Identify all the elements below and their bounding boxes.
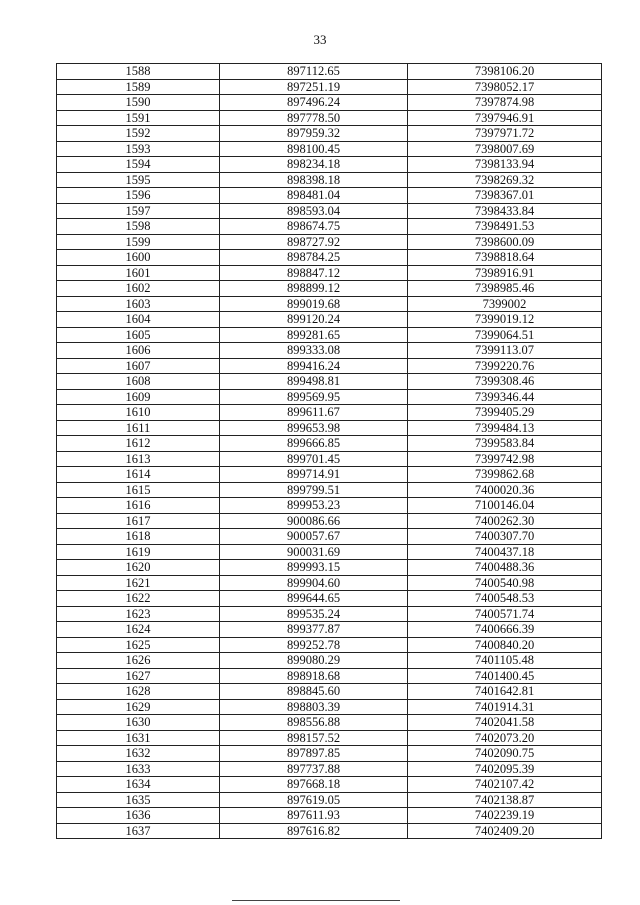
y-coordinate-cell: 7399484.13 <box>408 420 602 436</box>
x-coordinate-cell: 898556.88 <box>220 715 408 731</box>
x-coordinate-cell: 897778.50 <box>220 110 408 126</box>
y-coordinate-cell: 7397971.72 <box>408 126 602 142</box>
x-coordinate-cell: 897959.32 <box>220 126 408 142</box>
x-coordinate-cell: 899535.24 <box>220 606 408 622</box>
table-row <box>57 715 602 731</box>
point-number-cell: 1635 <box>57 792 220 808</box>
y-coordinate-cell: 7399742.98 <box>408 451 602 467</box>
x-coordinate-cell: 898918.68 <box>220 668 408 684</box>
y-coordinate-cell: 7401642.81 <box>408 684 602 700</box>
x-coordinate-cell: 899569.95 <box>220 389 408 405</box>
table-row <box>57 296 602 312</box>
table-row <box>57 420 602 436</box>
point-number-cell: 1617 <box>57 513 220 529</box>
table-row <box>57 746 602 762</box>
y-coordinate-cell: 7398433.84 <box>408 203 602 219</box>
point-number-cell: 1627 <box>57 668 220 684</box>
point-number-cell: 1625 <box>57 637 220 653</box>
point-number-cell: 1588 <box>57 64 220 80</box>
point-number-cell: 1631 <box>57 730 220 746</box>
table-row <box>57 529 602 545</box>
table-row <box>57 637 602 653</box>
y-coordinate-cell: 7401400.45 <box>408 668 602 684</box>
table-row <box>57 405 602 421</box>
x-coordinate-cell: 899904.60 <box>220 575 408 591</box>
y-coordinate-cell: 7399113.07 <box>408 343 602 359</box>
y-coordinate-cell: 7402090.75 <box>408 746 602 762</box>
point-number-cell: 1590 <box>57 95 220 111</box>
x-coordinate-cell: 898157.52 <box>220 730 408 746</box>
y-coordinate-cell: 7400840.20 <box>408 637 602 653</box>
x-coordinate-cell: 898727.92 <box>220 234 408 250</box>
point-number-cell: 1621 <box>57 575 220 591</box>
x-coordinate-cell: 897897.85 <box>220 746 408 762</box>
y-coordinate-cell: 7402041.58 <box>408 715 602 731</box>
y-coordinate-cell: 7399019.12 <box>408 312 602 328</box>
y-coordinate-cell: 7400437.18 <box>408 544 602 560</box>
point-number-cell: 1606 <box>57 343 220 359</box>
y-coordinate-cell: 7402409.20 <box>408 823 602 839</box>
x-coordinate-cell: 898899.12 <box>220 281 408 297</box>
point-number-cell: 1613 <box>57 451 220 467</box>
table-row <box>57 95 602 111</box>
y-coordinate-cell: 7398600.09 <box>408 234 602 250</box>
table-row <box>57 622 602 638</box>
x-coordinate-cell: 898593.04 <box>220 203 408 219</box>
y-coordinate-cell: 7400020.36 <box>408 482 602 498</box>
point-number-cell: 1616 <box>57 498 220 514</box>
x-coordinate-cell: 898674.75 <box>220 219 408 235</box>
point-number-cell: 1624 <box>57 622 220 638</box>
x-coordinate-cell: 899416.24 <box>220 358 408 374</box>
x-coordinate-cell: 900086.66 <box>220 513 408 529</box>
x-coordinate-cell: 898100.45 <box>220 141 408 157</box>
x-coordinate-cell: 897611.93 <box>220 808 408 824</box>
point-number-cell: 1599 <box>57 234 220 250</box>
y-coordinate-cell: 7399405.29 <box>408 405 602 421</box>
x-coordinate-cell: 899953.23 <box>220 498 408 514</box>
x-coordinate-cell: 900031.69 <box>220 544 408 560</box>
table-row <box>57 327 602 343</box>
table-row <box>57 79 602 95</box>
table-row <box>57 591 602 607</box>
x-coordinate-cell: 899019.68 <box>220 296 408 312</box>
table-row <box>57 358 602 374</box>
y-coordinate-cell: 7397874.98 <box>408 95 602 111</box>
table-row <box>57 808 602 824</box>
point-number-cell: 1595 <box>57 172 220 188</box>
point-number-cell: 1600 <box>57 250 220 266</box>
x-coordinate-cell: 900057.67 <box>220 529 408 545</box>
y-coordinate-cell: 7399862.68 <box>408 467 602 483</box>
y-coordinate-cell: 7401105.48 <box>408 653 602 669</box>
y-coordinate-cell: 7399308.46 <box>408 374 602 390</box>
table-row <box>57 126 602 142</box>
point-number-cell: 1598 <box>57 219 220 235</box>
coordinates-table-body <box>57 64 602 839</box>
y-coordinate-cell: 7402239.19 <box>408 808 602 824</box>
y-coordinate-cell: 7402138.87 <box>408 792 602 808</box>
table-row <box>57 172 602 188</box>
table-row <box>57 544 602 560</box>
page-number: 33 <box>313 32 327 47</box>
y-coordinate-cell: 7399002 <box>408 296 602 312</box>
point-number-cell: 1633 <box>57 761 220 777</box>
point-number-cell: 1603 <box>57 296 220 312</box>
point-number-cell: 1609 <box>57 389 220 405</box>
y-coordinate-cell: 7398269.32 <box>408 172 602 188</box>
table-row <box>57 219 602 235</box>
y-coordinate-cell: 7400571.74 <box>408 606 602 622</box>
y-coordinate-cell: 7400307.70 <box>408 529 602 545</box>
table-row <box>57 513 602 529</box>
table-row <box>57 467 602 483</box>
table-row <box>57 684 602 700</box>
x-coordinate-cell: 898481.04 <box>220 188 408 204</box>
y-coordinate-cell: 7399346.44 <box>408 389 602 405</box>
point-number-cell: 1611 <box>57 420 220 436</box>
x-coordinate-cell: 897251.19 <box>220 79 408 95</box>
x-coordinate-cell: 899666.85 <box>220 436 408 452</box>
table-row <box>57 823 602 839</box>
y-coordinate-cell: 7402107.42 <box>408 777 602 793</box>
table-row <box>57 777 602 793</box>
table-row <box>57 312 602 328</box>
x-coordinate-cell: 897112.65 <box>220 64 408 80</box>
x-coordinate-cell: 899644.65 <box>220 591 408 607</box>
x-coordinate-cell: 899701.45 <box>220 451 408 467</box>
table-row <box>57 157 602 173</box>
point-number-cell: 1630 <box>57 715 220 731</box>
table-row <box>57 110 602 126</box>
y-coordinate-cell: 7399220.76 <box>408 358 602 374</box>
x-coordinate-cell: 897496.24 <box>220 95 408 111</box>
y-coordinate-cell: 7402095.39 <box>408 761 602 777</box>
table-row <box>57 265 602 281</box>
y-coordinate-cell: 7398367.01 <box>408 188 602 204</box>
point-number-cell: 1604 <box>57 312 220 328</box>
x-coordinate-cell: 899120.24 <box>220 312 408 328</box>
y-coordinate-cell: 7100146.04 <box>408 498 602 514</box>
x-coordinate-cell: 897619.05 <box>220 792 408 808</box>
point-number-cell: 1628 <box>57 684 220 700</box>
y-coordinate-cell: 7397946.91 <box>408 110 602 126</box>
point-number-cell: 1622 <box>57 591 220 607</box>
table-row <box>57 482 602 498</box>
table-row <box>57 389 602 405</box>
table-row <box>57 436 602 452</box>
point-number-cell: 1589 <box>57 79 220 95</box>
y-coordinate-cell: 7399583.84 <box>408 436 602 452</box>
table-row <box>57 699 602 715</box>
table-row <box>57 343 602 359</box>
point-number-cell: 1636 <box>57 808 220 824</box>
point-number-cell: 1629 <box>57 699 220 715</box>
y-coordinate-cell: 7400540.98 <box>408 575 602 591</box>
x-coordinate-cell: 898398.18 <box>220 172 408 188</box>
x-coordinate-cell: 899281.65 <box>220 327 408 343</box>
point-number-cell: 1601 <box>57 265 220 281</box>
x-coordinate-cell: 899377.87 <box>220 622 408 638</box>
point-number-cell: 1632 <box>57 746 220 762</box>
x-coordinate-cell: 898845.60 <box>220 684 408 700</box>
table-row <box>57 653 602 669</box>
y-coordinate-cell: 7398985.46 <box>408 281 602 297</box>
table-row <box>57 374 602 390</box>
point-number-cell: 1619 <box>57 544 220 560</box>
point-number-cell: 1594 <box>57 157 220 173</box>
table-row <box>57 730 602 746</box>
point-number-cell: 1618 <box>57 529 220 545</box>
table-row <box>57 250 602 266</box>
y-coordinate-cell: 7398106.20 <box>408 64 602 80</box>
point-number-cell: 1607 <box>57 358 220 374</box>
point-number-cell: 1612 <box>57 436 220 452</box>
x-coordinate-cell: 898784.25 <box>220 250 408 266</box>
x-coordinate-cell: 899080.29 <box>220 653 408 669</box>
y-coordinate-cell: 7398052.17 <box>408 79 602 95</box>
point-number-cell: 1610 <box>57 405 220 421</box>
point-number-cell: 1637 <box>57 823 220 839</box>
y-coordinate-cell: 7399064.51 <box>408 327 602 343</box>
x-coordinate-cell: 897668.18 <box>220 777 408 793</box>
point-number-cell: 1615 <box>57 482 220 498</box>
x-coordinate-cell: 899252.78 <box>220 637 408 653</box>
x-coordinate-cell: 898847.12 <box>220 265 408 281</box>
x-coordinate-cell: 897737.88 <box>220 761 408 777</box>
table-row <box>57 141 602 157</box>
point-number-cell: 1605 <box>57 327 220 343</box>
table-row <box>57 203 602 219</box>
table-row <box>57 498 602 514</box>
x-coordinate-cell: 899993.15 <box>220 560 408 576</box>
y-coordinate-cell: 7398007.69 <box>408 141 602 157</box>
y-coordinate-cell: 7401914.31 <box>408 699 602 715</box>
point-number-cell: 1626 <box>57 653 220 669</box>
x-coordinate-cell: 898803.39 <box>220 699 408 715</box>
table-row <box>57 64 602 80</box>
y-coordinate-cell: 7398133.94 <box>408 157 602 173</box>
y-coordinate-cell: 7400666.39 <box>408 622 602 638</box>
x-coordinate-cell: 899611.67 <box>220 405 408 421</box>
table-row <box>57 575 602 591</box>
table-row <box>57 668 602 684</box>
table-row <box>57 451 602 467</box>
point-number-cell: 1634 <box>57 777 220 793</box>
y-coordinate-cell: 7400548.53 <box>408 591 602 607</box>
point-number-cell: 1592 <box>57 126 220 142</box>
point-number-cell: 1596 <box>57 188 220 204</box>
table-row <box>57 792 602 808</box>
x-coordinate-cell: 899333.08 <box>220 343 408 359</box>
table-row <box>57 234 602 250</box>
point-number-cell: 1591 <box>57 110 220 126</box>
footer-rule <box>232 900 400 901</box>
y-coordinate-cell: 7398916.91 <box>408 265 602 281</box>
y-coordinate-cell: 7400262.30 <box>408 513 602 529</box>
point-number-cell: 1614 <box>57 467 220 483</box>
table-row <box>57 606 602 622</box>
x-coordinate-cell: 898234.18 <box>220 157 408 173</box>
point-number-cell: 1620 <box>57 560 220 576</box>
point-number-cell: 1623 <box>57 606 220 622</box>
point-number-cell: 1602 <box>57 281 220 297</box>
y-coordinate-cell: 7402073.20 <box>408 730 602 746</box>
y-coordinate-cell: 7398818.64 <box>408 250 602 266</box>
x-coordinate-cell: 899714.91 <box>220 467 408 483</box>
y-coordinate-cell: 7398491.53 <box>408 219 602 235</box>
x-coordinate-cell: 899498.81 <box>220 374 408 390</box>
x-coordinate-cell: 897616.82 <box>220 823 408 839</box>
point-number-cell: 1597 <box>57 203 220 219</box>
x-coordinate-cell: 899799.51 <box>220 482 408 498</box>
coordinates-table <box>56 63 602 839</box>
point-number-cell: 1593 <box>57 141 220 157</box>
point-number-cell: 1608 <box>57 374 220 390</box>
y-coordinate-cell: 7400488.36 <box>408 560 602 576</box>
table-row <box>57 188 602 204</box>
x-coordinate-cell: 899653.98 <box>220 420 408 436</box>
table-row <box>57 761 602 777</box>
table-row <box>57 281 602 297</box>
table-row <box>57 560 602 576</box>
